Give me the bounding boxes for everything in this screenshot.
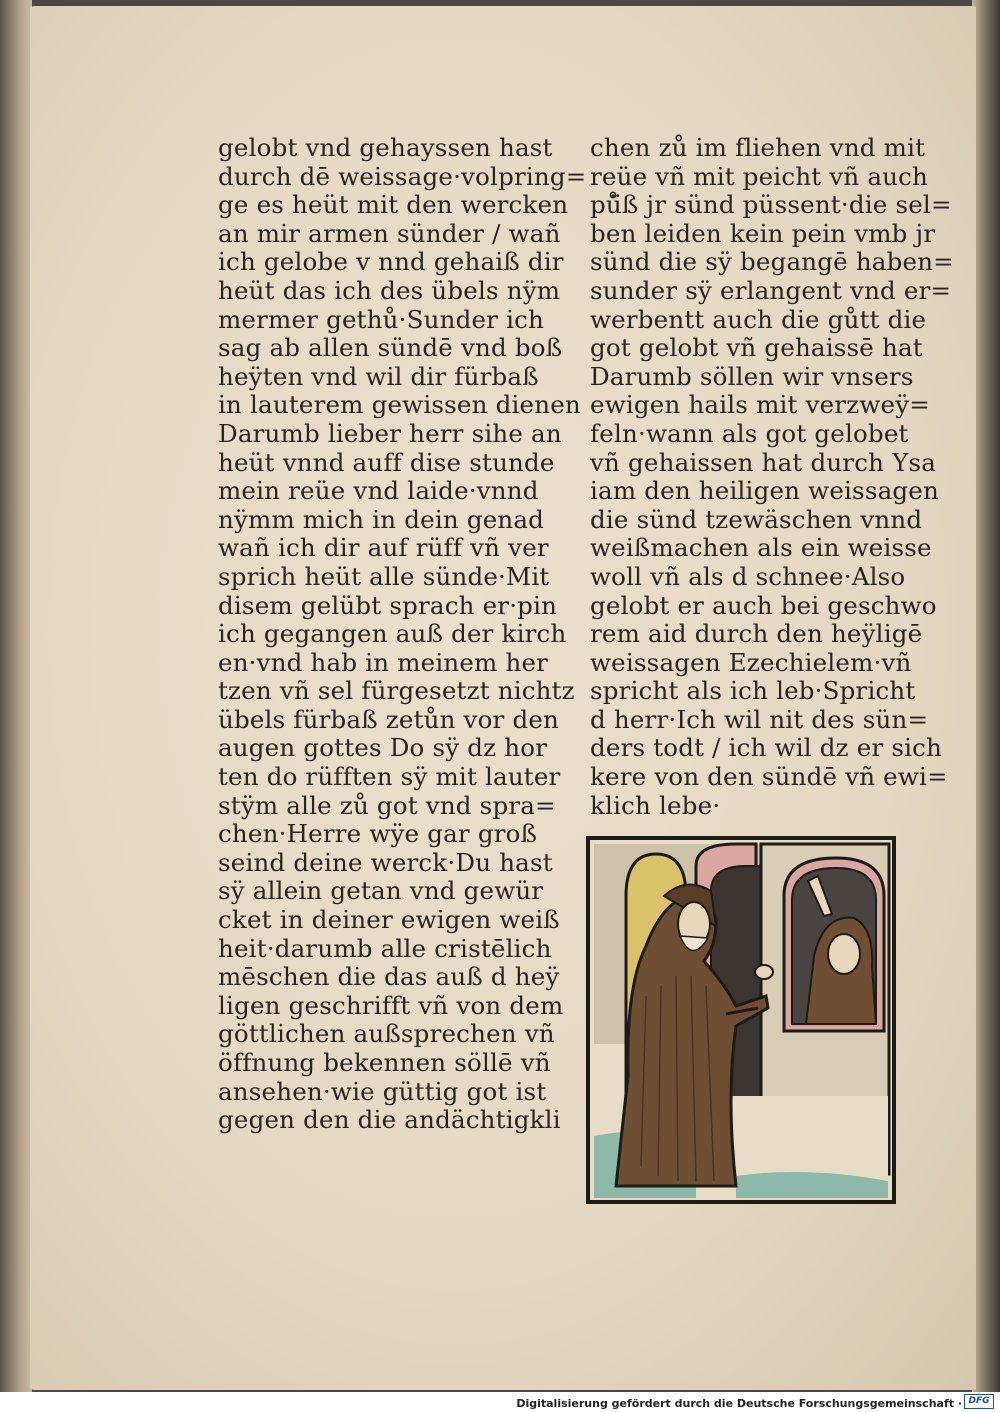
text-line: augen gottes Do sÿ dz hor xyxy=(218,733,548,763)
text-line: weissagen Ezechielem·vñ xyxy=(590,647,912,677)
text-line: rem aid durch den heÿligē xyxy=(590,619,923,649)
book-page-edges xyxy=(0,0,32,1392)
text-line: heÿten vnd wil dir fürbaß xyxy=(218,361,539,391)
text-line: durch dē weissage·volpring= xyxy=(218,161,587,191)
text-line: mermer gethů·Sunder ich xyxy=(218,304,545,334)
text-line: die sünd tzewäschen vnnd xyxy=(590,504,923,534)
text-line: reüe vñ mit peicht vñ auch xyxy=(590,161,929,191)
text-line: gegen den die andächtigkli xyxy=(218,1105,561,1135)
text-line: ben leiden kein pein vmb jr xyxy=(590,218,936,248)
text-line: weißmachen als ein weisse xyxy=(590,533,932,563)
text-line: werbentt auch die gůtt die xyxy=(590,304,927,334)
text-line: heit·darumb alle cristēlich xyxy=(218,933,552,963)
text-line: nÿmm mich in dein genad xyxy=(218,504,545,534)
text-line: vñ gehaissen hat durch Ysa xyxy=(590,447,937,477)
text-line: pů̈ß jr sünd püssent·die sel= xyxy=(590,190,952,220)
text-line: Darumb lieber herr sihe an xyxy=(218,418,562,448)
text-line: heüt das ich des übels nÿm xyxy=(218,275,561,305)
text-line: ich gegangen auß der kirch xyxy=(218,619,567,649)
text-line: seind deine werck·Du hast xyxy=(218,847,553,877)
text-line: iam den heiligen weissagen xyxy=(590,476,939,506)
text-line: ders todt / ich wil dz er sich xyxy=(590,733,943,763)
text-line: ten do rüfften sÿ mit lauter xyxy=(218,762,561,792)
woodcut-svg xyxy=(586,836,896,1204)
text-line: in lauterem gewissen dienen xyxy=(218,390,581,420)
text-line: sünd die sÿ begangē haben= xyxy=(590,247,954,277)
text-line: feln·wann als got gelobet xyxy=(590,418,909,448)
text-line: gelobt er auch bei geschwo xyxy=(590,590,937,620)
text-line: ich gelobe v nnd gehaiß dir xyxy=(218,247,564,277)
text-line: d herr·Ich wil nit des sün= xyxy=(590,704,929,734)
text-line: wañ ich dir auf rüff vñ ver xyxy=(218,533,549,563)
text-line: göttlichen außsprechen vñ xyxy=(218,1019,555,1049)
text-line: got gelobt vñ gehaissē hat xyxy=(590,333,923,363)
text-line: ewigen hails mit verzweÿ= xyxy=(590,390,930,420)
book-spine xyxy=(972,0,1000,1392)
text-line: chen·Herre wÿe gar groß xyxy=(218,819,538,849)
text-line: übels fürbaß zetůn vor den xyxy=(218,704,560,734)
text-line: disem gelübt sprach er·pin xyxy=(218,590,558,620)
text-line: Darumb söllen wir vnsers xyxy=(590,361,914,391)
text-line: an mir armen sünder / wañ xyxy=(218,218,561,248)
text-line: sprich heüt alle sünde·Mit xyxy=(218,561,550,591)
funding-credit: Digitalisierung gefördert durch die Deutsche Forschungsgemeinschaft · xyxy=(516,1397,962,1410)
text-line: ligen geschrifft vñ von dem xyxy=(218,990,564,1020)
text-column-left xyxy=(218,134,587,1135)
text-column-right xyxy=(590,134,954,820)
text-line: ansehen·wie güttig got ist xyxy=(218,1076,547,1106)
digitization-footer xyxy=(0,1392,1000,1412)
text-line: kere von den sündē vñ ewi= xyxy=(590,762,948,792)
text-line: stÿm alle zů got vnd spra= xyxy=(218,790,556,820)
text-line: sag ab allen sündē vnd boß xyxy=(218,333,563,363)
text-line: chen zů im fliehen vnd mit xyxy=(590,133,926,162)
text-line: tzen vñ sel fürgesetzt nichtz xyxy=(218,676,575,706)
text-line: sunder sÿ erlangent vnd er= xyxy=(590,275,952,305)
text-line: sÿ allein getan vnd gewür xyxy=(218,876,544,906)
text-line: woll vñ als d schnee·Also xyxy=(590,561,906,591)
woodcut-illustration xyxy=(586,836,896,1204)
text-line: cket in deiner ewigen weiß xyxy=(218,905,560,935)
text-line: gelobt vnd gehayssen hast xyxy=(218,133,553,162)
text-line: spricht als ich leb·Spricht xyxy=(590,676,916,706)
text-line: öffnung bekennen söllē vñ xyxy=(218,1048,551,1077)
text-line: mein reüe vnd laide·vnnd xyxy=(218,476,539,506)
book-page xyxy=(30,6,976,1390)
text-line: en·vnd hab in meinem her xyxy=(218,647,549,677)
dfg-logo[interactable]: DFG xyxy=(964,1394,994,1409)
text-line: heüt vnnd auff dise stunde xyxy=(218,447,555,477)
text-line: ge es heüt mit den wercken xyxy=(218,190,569,220)
text-line: klich lebe· xyxy=(590,790,721,820)
text-line: mēschen die das auß d heÿ xyxy=(218,962,560,992)
